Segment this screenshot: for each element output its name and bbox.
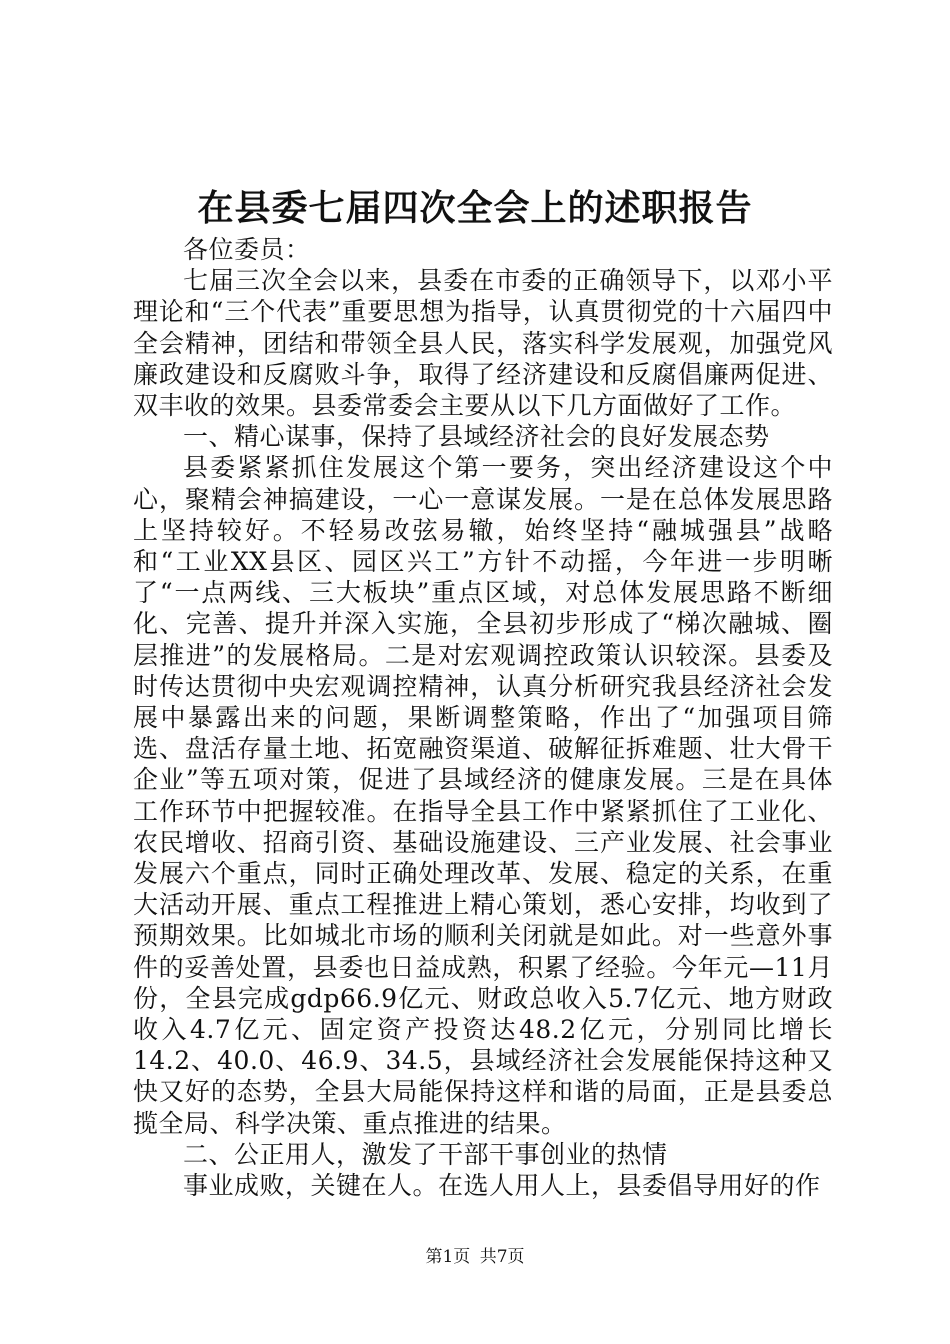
paragraph-section-2: 事业成败，关键在人。在选人用人上，县委倡导用好的作	[183, 1171, 821, 1201]
page-number: 第1页	[425, 1247, 471, 1267]
salutation: 各位委员：	[183, 235, 311, 264]
section-heading-1: 一、精心谋事，保持了县域经济社会的良好发展态势	[183, 422, 770, 452]
page-footer	[0, 1246, 950, 1268]
paragraph-intro: 七届三次全会以来，县委在市委的正确领导下，以邓小平理论和“三个代表”重要思想为指导，认真贯彻党的十六届四中全会精神，团结和带领全县人民，落实科学发展观，加强党风廉政建设和反腐败斗争，取得了经济建设和反腐倡廉两促进、双丰收的效果。县委常委会主要从以下几方面做好了工作。	[133, 266, 833, 421]
section-heading-2: 二、公正用人，激发了干部干事创业的热情	[183, 1139, 668, 1169]
page-total: 共7页	[479, 1247, 525, 1267]
document-title: 在县委七届四次全会上的述职报告	[197, 187, 753, 229]
document-body	[133, 234, 833, 1201]
paragraph-section-1: 县委紧紧抓住发展这个第一要务，突出经济建设这个中心，聚精会神搞建设，一心一意谋发展。一是在总体发展思路上坚持较好。不轻易改弦易辙，始终坚持“融城强县”战略和“工业XX县区、园区兴工”方针不动摇，今年进一步明晰了“一点两线、三大板块”重点区域，对总体发展思路不断细化、完善、提升并深入实施，全县初步形成了“梯次融城、圈层推进”的发展格局。二是对宏观调控政策认识较深。县委及时传达贯彻中央宏观调控精神，认真分析研究我县经济社会发展中暴露出来的问题，果断调整策略，作出了“加强项目筛选、盘活存量土地、拓宽融资渠道、破解征拆难题、壮大骨干企业”等五项对策，促进了县域经济的健康发展。三是在具体工作环节中把握较准。在指导全县工作中紧紧抓住了工业化、农民增收、招商引资、基础设施建设、三产业发展、社会事业发展六个重点，同时正确处理改革、发展、稳定的关系，在重大活动开展、重点工程推进上精心策划，悉心安排，均收到了预期效果。比如城北市场的顺利关闭就是如此。对一些意外事件的妥善处置，县委也日益成熟，积累了经验。今年元—11月份，全县完成gdp66.9亿元、财政总收入5.7亿元、地方财政收入4.7亿元、固定资产投资达48.2亿元，分别同比增长14.2、40.0、46.9、34.5，县域经济社会发展能保持这种又快又好的态势，全县大局能保持这样和谐的局面，正是县委总揽全局、科学决策、重点推进的结果。	[133, 453, 833, 1138]
